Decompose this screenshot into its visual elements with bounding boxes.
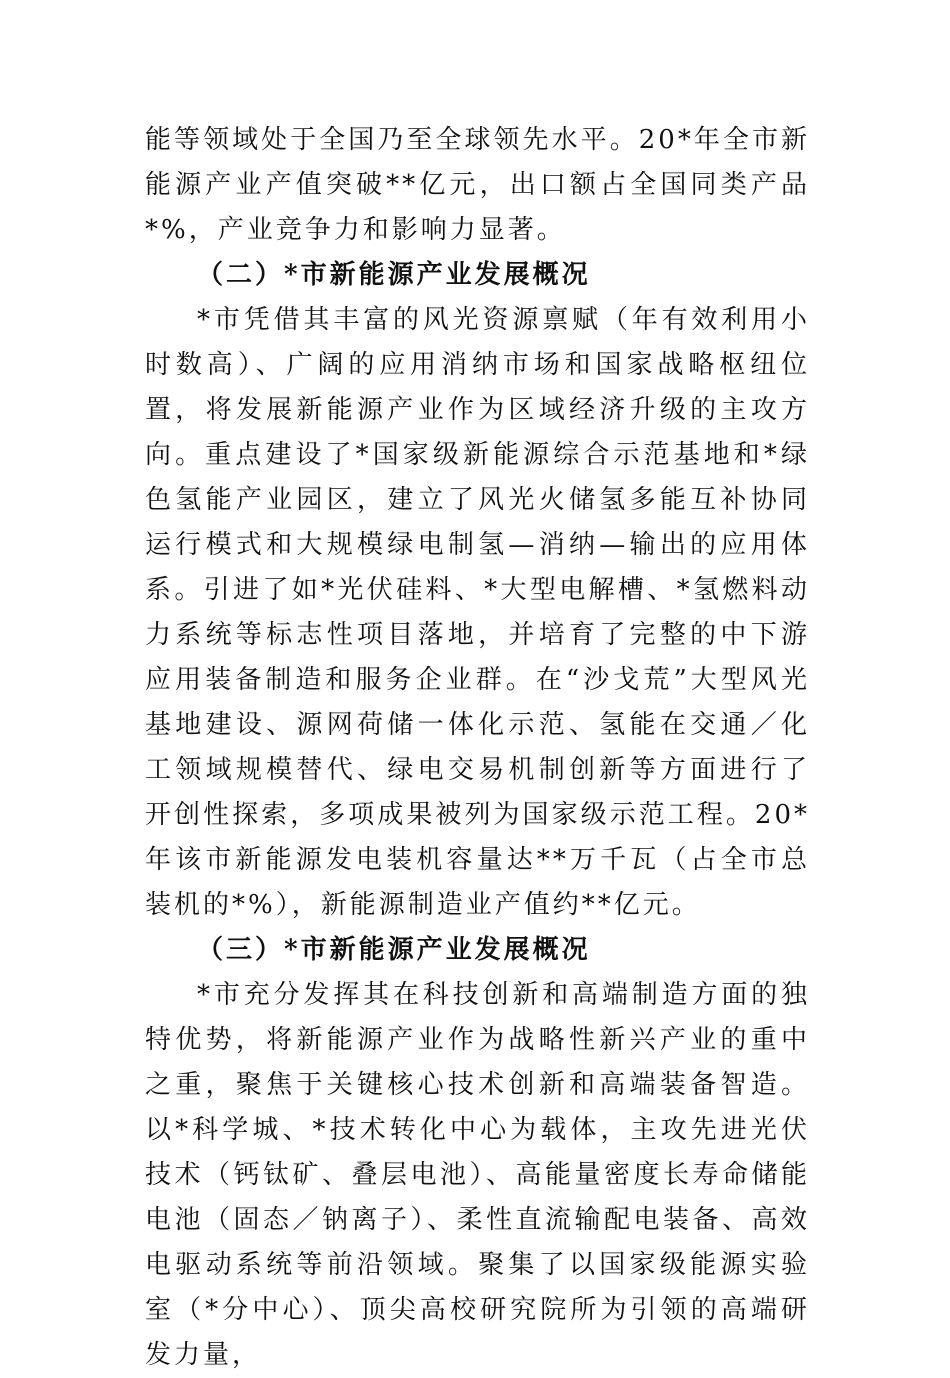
section-heading-2: （二）*市新能源产业发展概况 xyxy=(197,260,591,290)
section-heading-3: （三）*市新能源产业发展概况 xyxy=(197,935,591,965)
paragraph-section-2: *市凭借其丰富的风光资源禀赋（年有效利用小时数高）、广阔的应用消纳市场和国家战略枢纽位置，将发展新能源产业作为区域经济升级的主攻方向。重点建设了*国家级新能源综合示范基地和*绿色氢能产业园区，建立了风光火储氢多能互补协同运行模式和大规模绿电制氢—消纳—输出的应用体系。引进了如*光伏硅料、*大型电解槽、*氢燃料动力系统等标志性项目落地，并培育了完整的中下游应用装备制造和服务企业群。在“沙戈荒”大型风光基地建设、源网荷储一体化示范、氢能在交通／化工领域规模替代、绿电交易机制创新等方面进行了开创性探索，多项成果被列为国家级示范工程。20*年该市新能源发电装机容量达**万千瓦（占全市总装机的*%），新能源制造业产值约**亿元。 xyxy=(145,305,810,920)
document-body xyxy=(145,118,810,1378)
paragraph-section-3: *市充分发挥其在科技创新和高端制造方面的独特优势，将新能源产业作为战略性新兴产业的重中之重，聚焦于关键核心技术创新和高端装备智造。以*科学城、*技术转化中心为载体，主攻先进光伏技术（钙钛矿、叠层电池）、高能量密度长寿命储能电池（固态／钠离子）、柔性直流输配电装备、高效电驱动系统等前沿领域。聚集了以国家级能源实验室（*分中心）、顶尖高校研究院所为引领的高端研发力量， xyxy=(145,980,810,1370)
paragraph-continued: 能等领域处于全国乃至全球领先水平。20*年全市新能源产业产值突破**亿元，出口额占全国同类产品*%，产业竞争力和影响力显著。 xyxy=(145,125,810,245)
